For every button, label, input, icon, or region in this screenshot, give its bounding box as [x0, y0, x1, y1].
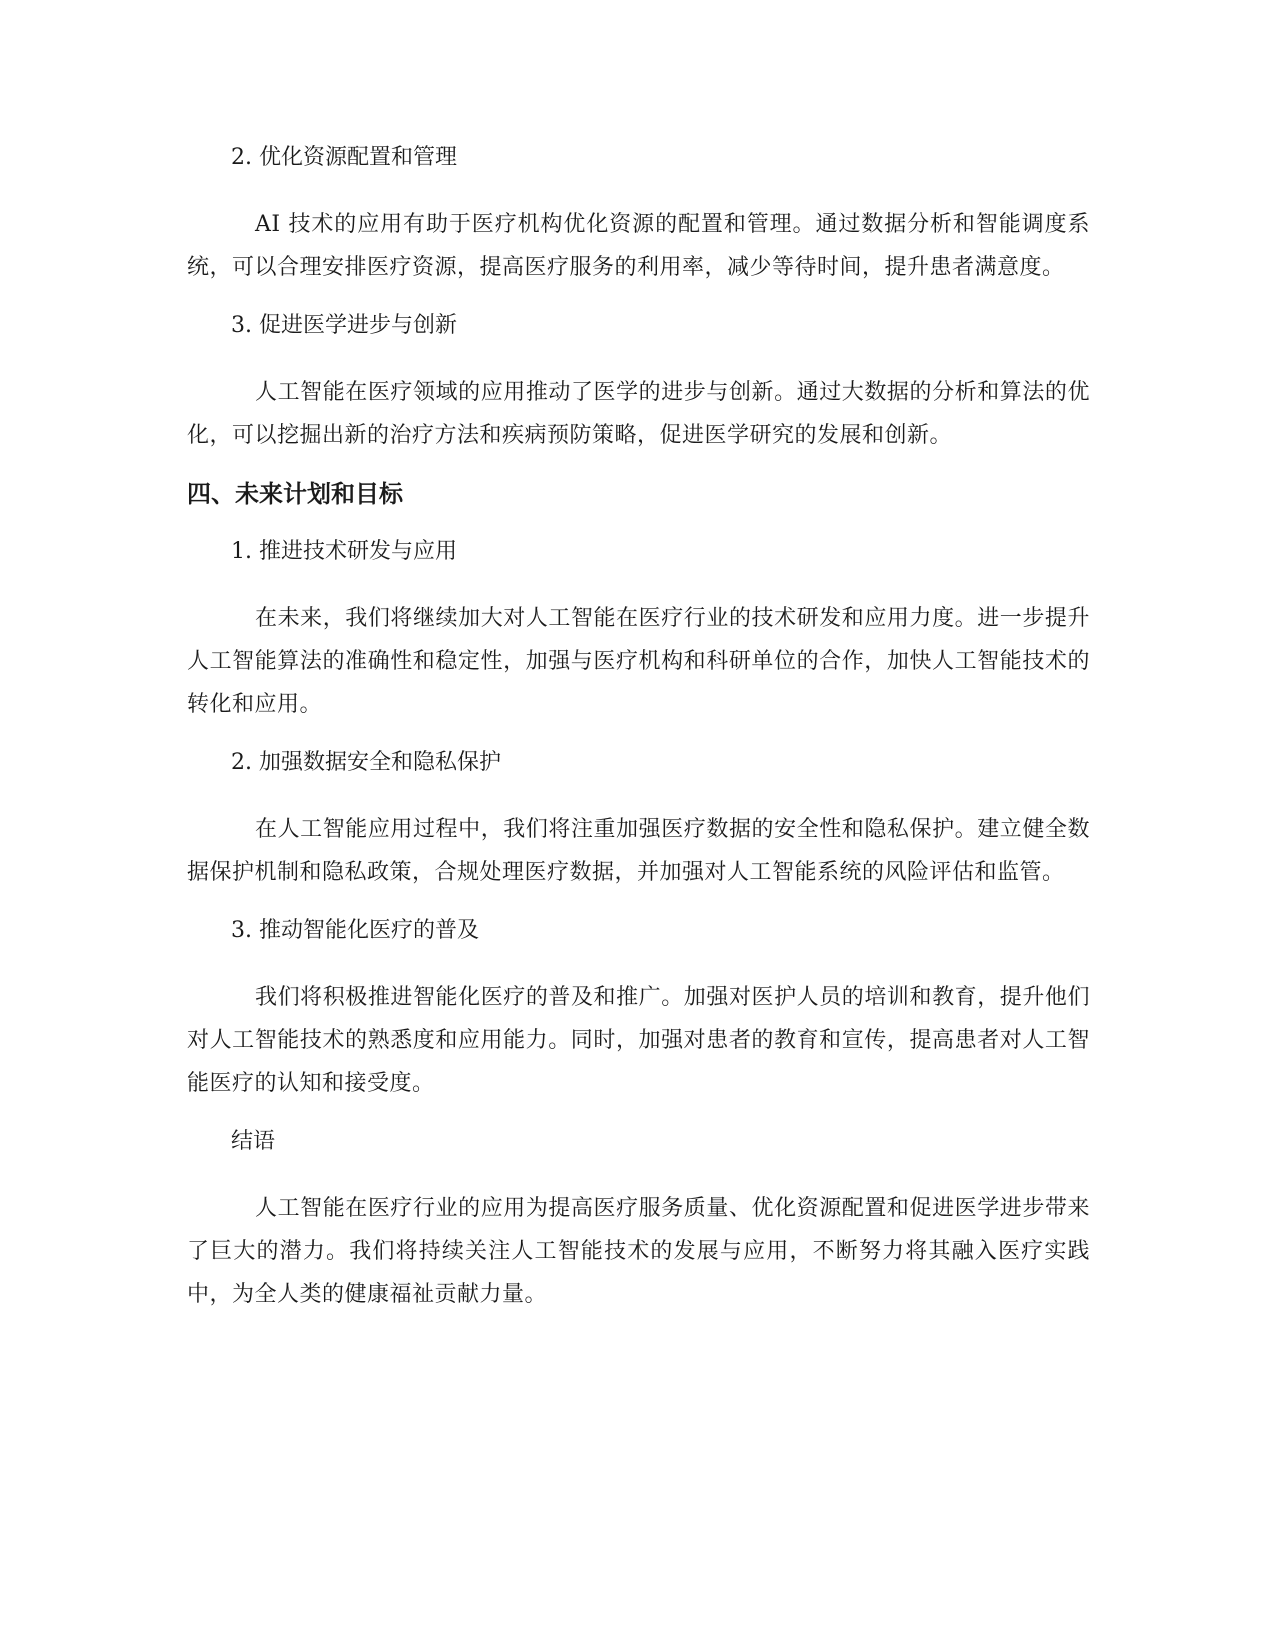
- subheading-optimize-resources: 2. 优化资源配置和管理: [231, 145, 457, 170]
- subheading-tech-rd: 1. 推进技术研发与应用: [231, 539, 457, 564]
- paragraph-popularization: 我们将积极推进智能化医疗的普及和推广。加强对医护人员的培训和教育，提升他们对人工智能技术的熟悉度和应用能力。同时，加强对患者的教育和宣传，提高患者对人工智能医疗的认知和接受度。: [187, 985, 1090, 1096]
- section-heading-future-plans: 四、未来计划和目标: [187, 480, 403, 508]
- document-body: [187, 140, 1090, 1335]
- paragraph-optimize-resources: AI 技术的应用有助于医疗机构优化资源的配置和管理。通过数据分析和智能调度系统，可以合理安排医疗资源，提高医疗服务的利用率，减少等待时间，提升患者满意度。: [187, 212, 1090, 280]
- paragraph-medical-innovation: 人工智能在医疗领域的应用推动了医学的进步与创新。通过大数据的分析和算法的优化，可以挖掘出新的治疗方法和疾病预防策略，促进医学研究的发展和创新。: [187, 380, 1090, 448]
- subheading-conclusion: 结语: [231, 1129, 276, 1154]
- subheading-popularization: 3. 推动智能化医疗的普及: [231, 918, 479, 943]
- subheading-medical-innovation: 3. 促进医学进步与创新: [231, 313, 457, 338]
- paragraph-tech-rd: 在未来，我们将继续加大对人工智能在医疗行业的技术研发和应用力度。进一步提升人工智能算法的准确性和稳定性，加强与医疗机构和科研单位的合作，加快人工智能技术的转化和应用。: [187, 606, 1090, 717]
- subheading-data-security: 2. 加强数据安全和隐私保护: [231, 750, 501, 775]
- paragraph-data-security: 在人工智能应用过程中，我们将注重加强医疗数据的安全性和隐私保护。建立健全数据保护机制和隐私政策，合规处理医疗数据，并加强对人工智能系统的风险评估和监管。: [187, 817, 1090, 885]
- paragraph-conclusion: 人工智能在医疗行业的应用为提高医疗服务质量、优化资源配置和促进医学进步带来了巨大的潜力。我们将持续关注人工智能技术的发展与应用，不断努力将其融入医疗实践中，为全人类的健康福祉贡献力量。: [187, 1196, 1090, 1307]
